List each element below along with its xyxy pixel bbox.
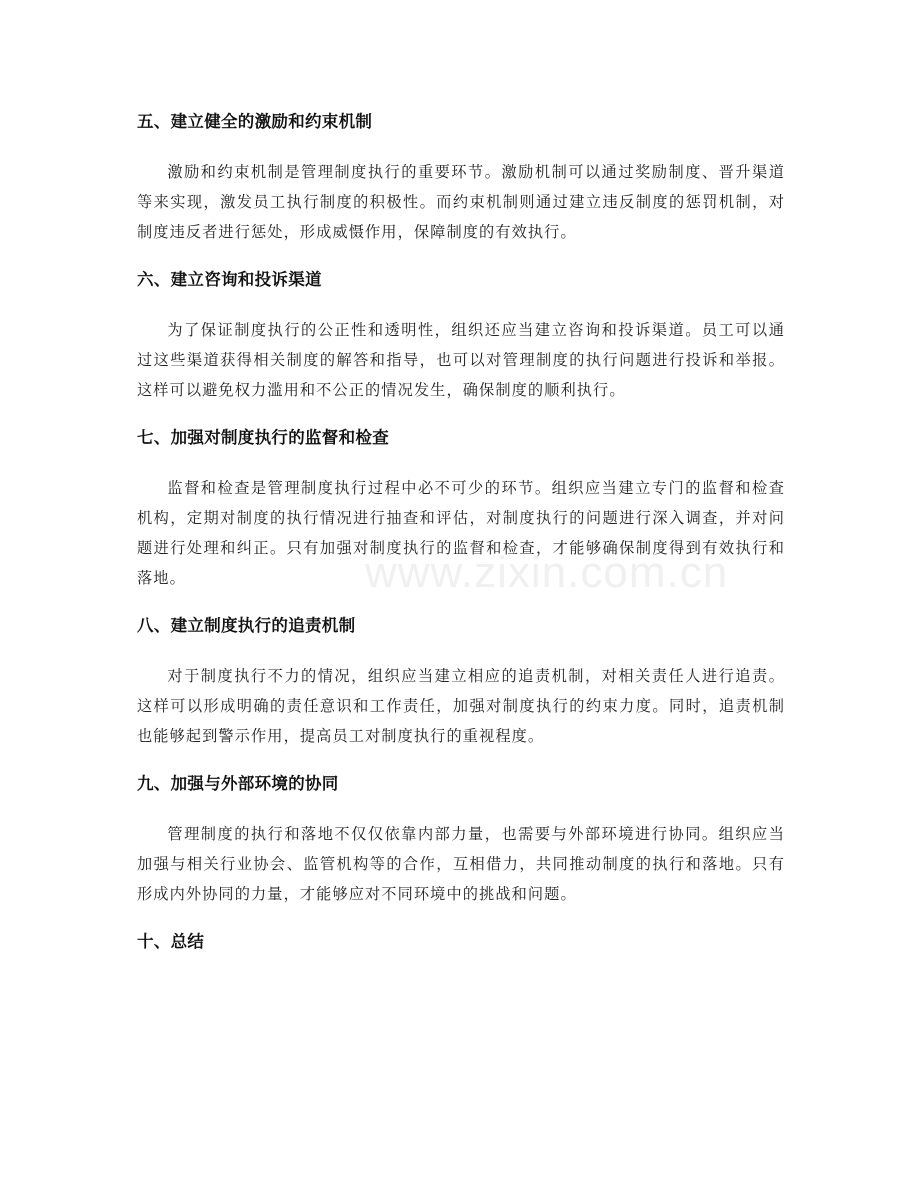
section-heading-6: 六、建立咨询和投诉渠道 xyxy=(137,270,322,289)
watermark: www.zixin.com.cn xyxy=(365,548,729,597)
section-heading-5: 五、建立健全的激励和约束机制 xyxy=(137,112,373,131)
section-body-9: 管理制度的执行和落地不仅仅依靠内部力量，也需要与外部环境进行协同。组织应当加强与相关行业协会、监管机构等的合作，互相借力，共同推动制度的执行和落地。只有形成内外协同的力量，才能够应对不同环境中的挑战和问题。 xyxy=(137,825,785,903)
section-body-5: 激励和约束机制是管理制度执行的重要环节。激励机制可以通过奖励制度、晋升渠道等来实现，激发员工执行制度的积极性。而约束机制则通过建立违反制度的惩罚机制，对制度违反者进行惩处，形成威慑作用，保障制度的有效执行。 xyxy=(137,163,785,241)
section-heading-7: 七、加强对制度执行的监督和检查 xyxy=(137,428,389,447)
section-heading-10: 十、总结 xyxy=(137,932,205,951)
section-body-6: 为了保证制度执行的公正性和透明性，组织还应当建立咨询和投诉渠道。员工可以通过这些渠道获得相关制度的解答和指导，也可以对管理制度的执行问题进行投诉和举报。这样可以避免权力滥用和不公正的情况发生，确保制度的顺利执行。 xyxy=(137,321,785,399)
section-body-8: 对于制度执行不力的情况，组织应当建立相应的追责机制，对相关责任人进行追责。这样可以形成明确的责任意识和工作责任，加强对制度执行的约束力度。同时，追责机制也能够起到警示作用，提高员工对制度执行的重视程度。 xyxy=(137,667,785,745)
section-heading-9: 九、加强与外部环境的协同 xyxy=(137,774,339,793)
section-body-7: 监督和检查是管理制度执行过程中必不可少的环节。组织应当建立专门的监督和检查机构，定期对制度的执行情况进行抽查和评估，对制度执行的问题进行深入调查，并对问题进行处理和纠正。只有加强对制度执行的监督和检查，才能够确保制度得到有效执行和落地。 xyxy=(137,479,785,587)
document-content xyxy=(137,108,785,956)
section-heading-8: 八、建立制度执行的追责机制 xyxy=(137,616,356,635)
